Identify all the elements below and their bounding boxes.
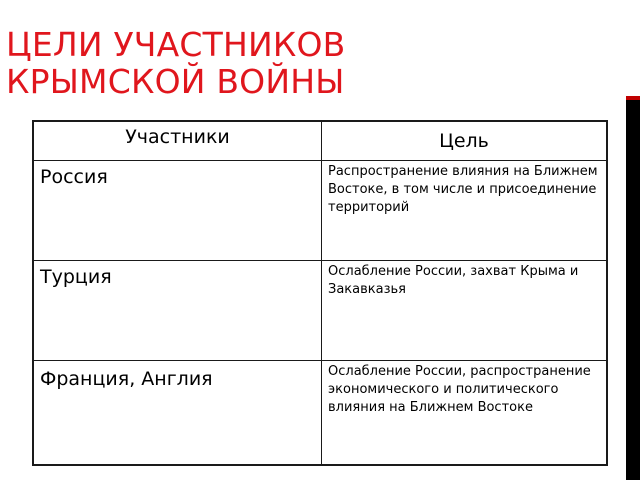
participant-cell: Турция	[33, 261, 322, 361]
goal-cell: Ослабление России, распространение экономического и политического влияния на Ближнем Востоке	[322, 361, 608, 466]
slide-title-line-2: КРЫМСКОЙ ВОЙНЫ	[6, 62, 345, 101]
slide-title-line-1: ЦЕЛИ УЧАСТНИКОВ	[6, 25, 346, 64]
goal-cell: Распространение влияния на Ближнем Востоке, в том числе и присоединение территорий	[322, 161, 608, 261]
participant-cell: Франция, Англия	[33, 361, 322, 466]
slide-title	[6, 26, 606, 100]
side-bar-accent	[626, 96, 640, 100]
header-goal: Цель	[322, 121, 608, 161]
participant-cell: Россия	[33, 161, 322, 261]
decorative-side-bar	[626, 96, 640, 480]
table-row	[33, 161, 607, 261]
war-goals-table	[32, 120, 608, 466]
table-header-row	[33, 121, 607, 161]
table-row	[33, 261, 607, 361]
table-row	[33, 361, 607, 466]
header-participants: Участники	[33, 121, 322, 161]
goal-cell: Ослабление России, захват Крыма и Закавказья	[322, 261, 608, 361]
